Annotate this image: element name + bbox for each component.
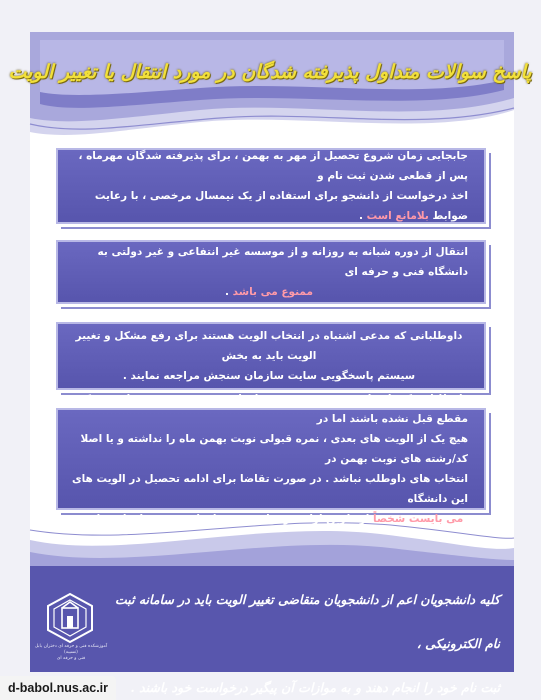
faq-item-2-end: .	[225, 286, 233, 298]
logo-caption-line-1: آموزشکده فنی و حرفه ای دختران بابل (نسیبه)	[34, 644, 108, 655]
faq-item-4-line-4	[70, 509, 468, 529]
faq-item-2-line-1: انتقال از دوره شبانه به روزانه و از موسسه غیر انتفاعی و غیر دولتی به دانشگاه فنی و حرفه ای	[97, 246, 468, 278]
faq-item-4-end: از طریق ارائه درخواست به سازمان سنجش اقدام نمایند .	[74, 513, 374, 525]
faq-item-2	[56, 240, 486, 304]
faq-item-1-end: .	[359, 210, 367, 222]
faq-item-3-line-1: داوطلبانی که مدعی اشتباه در انتخاب الویت هستند برای رفع مشکل و تغییر الویت باید به بخش	[75, 330, 463, 362]
faq-item-4	[56, 393, 486, 525]
faq-item-4-line-1: داوطلبانی که تا زمان مقرر در دفترچه سازمان سنجش ، موفق به اخذ مدرک مقطع قبل نشده باشند اما در	[80, 393, 468, 425]
logo-caption-line-2: فنی و حرفه ای	[56, 656, 86, 661]
footer-line-1: کلیه دانشجویان اعم از دانشجویان متقاضی تغییر الویت باید در سامانه ثبت نام الکترونیکی ،	[114, 592, 500, 651]
logo-caption	[34, 644, 108, 662]
faq-item-1-line-2	[70, 186, 468, 226]
faq-item-1-highlight: بلامانع است	[366, 210, 429, 222]
faq-item-1	[56, 148, 486, 224]
faq-item-1-line-1: جابجایی زمان شروع تحصیل از مهر به بهمن ، برای پذیرفته شدگان مهرماه ، پس از قطعی شدن ثبت نام و	[78, 150, 468, 182]
faq-item-4-line-3: انتخاب های داوطلب نباشد . در صورت تقاضا برای ادامه تحصیل در الویت های این دانشگاه	[71, 473, 468, 505]
footer-line-2: ثبت نام خود را انجام دهند و به موازات آن پیگیر درخواست خود باشند .	[130, 680, 500, 695]
faq-item-2-line-2	[70, 282, 468, 302]
site-domain-watermark: d-babol.nus.ac.ir	[0, 676, 116, 700]
faq-item-4-highlight: می بایست شخصاً	[373, 513, 464, 525]
page-title: پاسخ سوالات متداول پذیرفته شدگان در مورد انتقال یا تغییر الویت	[8, 61, 532, 83]
faq-item-1-text: اخذ درخواست از دانشجو برای استفاده از یک نیمسال مرخصی ، با رعایت ضوابط	[94, 190, 468, 222]
faq-item-2-highlight: ممنوع می باشد	[232, 286, 313, 298]
title-banner	[8, 48, 532, 96]
footer-note	[96, 578, 500, 700]
faq-item-3	[56, 322, 486, 390]
faq-item-3-line-2: سیستم پاسخگویی سایت سازمان سنجش مراجعه نمایند .	[122, 370, 416, 382]
faq-item-4-line-2: هیچ یک از الویت های بعدی ، نمره قبولی نوبت بهمن ماه را نداشته و یا اصلا کد/رشته های نوبت بهمن در	[80, 433, 468, 465]
